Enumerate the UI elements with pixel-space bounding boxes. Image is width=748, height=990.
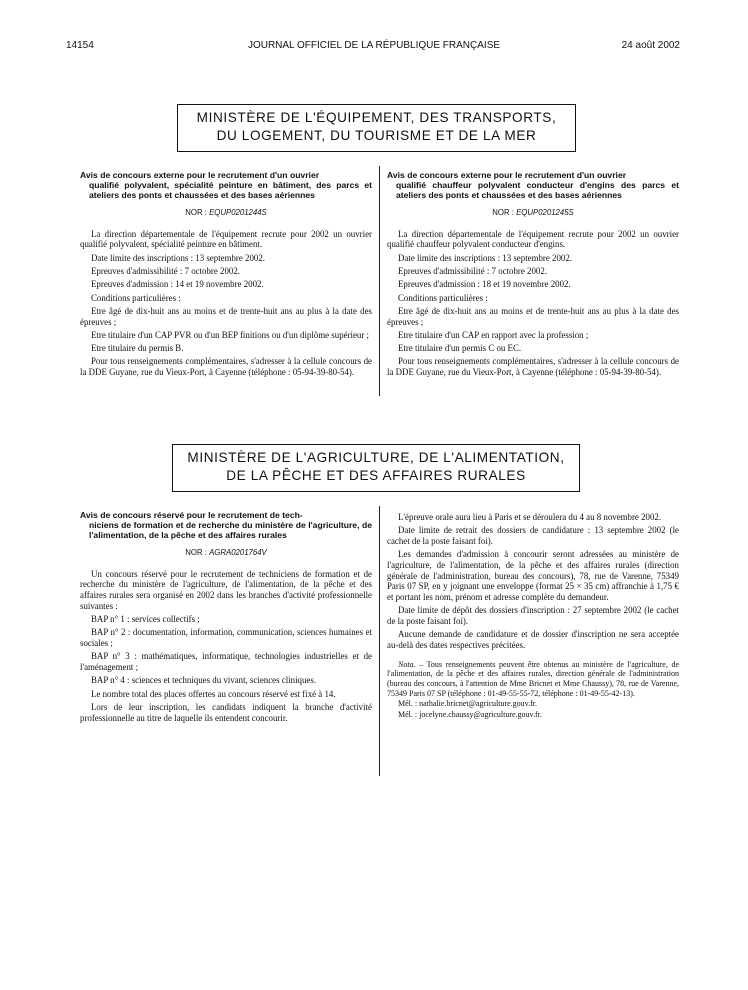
nota-block: [387, 660, 679, 720]
paragraph: Un concours réservé pour le recrutement de techniciens de formation et de recherche du ministère de l'agriculture, de l'alimentation, de la pêche et des affaires rurales sera organisé en 2002 dans les branches d'activité professionnelle suivantes :: [80, 568, 372, 611]
notice-techniciens-continued: [387, 512, 679, 720]
paragraph: BAP n° 2 : documentation, information, communication, sciences humaines et sociales ;: [80, 627, 372, 649]
paragraph: Etre âgé de dix-huit ans au moins et de trente-huit ans au plus à la date des épreuves ;: [387, 305, 679, 327]
journal-title: JOURNAL OFFICIEL DE LA RÉPUBLIQUE FRANÇAISE: [247, 40, 501, 51]
paragraph: Aucune demande de candidature et de dossier d'inscription ne sera acceptée au-delà des dates respectives précitées.: [387, 629, 679, 651]
nor-code: AGRA0201764V: [209, 548, 267, 557]
paragraph: Date limite des inscriptions : 13 septembre 2002.: [398, 252, 573, 263]
nor-code: EQUP0201244S: [209, 208, 267, 217]
paragraph: Etre titulaire d'un permis C ou EC.: [398, 343, 522, 354]
nor-reference: NOR : AGRA0201764V: [185, 548, 267, 557]
nor-reference: NOR : EQUP0201245S: [492, 208, 574, 217]
paragraph: Epreuves d'admissibilité : 7 octobre 2002.: [91, 266, 240, 276]
paragraph: BAP n° 3 : mathématiques, informatique, technologies industrielles et de l'aménagement ;: [80, 651, 372, 673]
paragraph: Date limite de retrait des dossiers de candidature : 13 septembre 2002 (le cachet de la poste faisant foi).: [387, 525, 679, 546]
paragraph: Conditions particulières :: [398, 292, 488, 303]
paragraph: Conditions particulières :: [91, 292, 181, 303]
paragraph: Epreuves d'admission : 18 et 19 novembre 2002.: [398, 279, 571, 290]
paragraph: La direction départementale de l'équipement recrute pour 2002 un ouvrier qualifié chauffeur polyvalent conducteur d'engins.: [387, 228, 679, 250]
paragraph: L'épreuve orale aura lieu à Paris et se déroulera du 4 au 8 novembre 2002.: [398, 512, 662, 522]
nota-text: Nota. – Tous renseignements peuvent être obtenus au ministère de l'agriculture, de l'alimentation, de la pêche et des affaires rurales, direction générale de l'administration (bureau des concours, à l'attention de Mme Bricnet et Mme Chaussy), 78, rue de Varenne, 75349 Paris 07 SP (téléphone : 01-49-55-55-72, téléphone : 01-49-55-42-13).: [387, 659, 679, 698]
notice-title: Avis de concours réservé pour le recrutement de tech- niciens de formation et de recherche du ministère de l'agriculture, de l'alimentation, de la pêche et des affaires rurales: [80, 510, 372, 540]
ministry-heading-line: MINISTÈRE DE L'ÉQUIPEMENT, DES TRANSPORTS,: [196, 110, 557, 125]
paragraph: Lors de leur inscription, les candidats indiquent la branche d'activité professionnelle au titre de laquelle ils entendent concourir.: [80, 702, 372, 723]
paragraph: La direction départementale de l'équipement recrute pour 2002 un ouvrier qualifié polyvalent, spécialité peinture en bâtiment.: [80, 228, 372, 250]
paragraph: BAP n° 4 : sciences et techniques du vivant, sciences cliniques.: [91, 675, 317, 686]
paragraph: Le nombre total des places offertes au concours réservé est fixé à 14.: [91, 688, 336, 699]
notice-title: Avis de concours externe pour le recrutement d'un ouvrier qualifié chauffeur polyvalent conducteur d'engins des parcs et ateliers des ponts et chaussées et des bases aériennes: [387, 170, 679, 200]
ministry-heading-agriculture: [172, 444, 580, 492]
nor-code: EQUP0201245S: [516, 208, 574, 217]
nor-reference: NOR : EQUP0201244S: [185, 208, 267, 217]
paragraph: Etre titulaire d'un CAP en rapport avec la profession ;: [398, 329, 589, 340]
paragraph: Pour tous renseignements complémentaires, s'adresser à la cellule concours de la DDE Guyane, rue du Vieux-Port, à Cayenne (téléphone : 05-94-39-80-54).: [387, 356, 679, 378]
nota-label: Nota.: [398, 659, 416, 669]
notice-peinture: [80, 170, 372, 380]
paragraph: Etre âgé de dix-huit ans au moins et de trente-huit ans au plus à la date des épreuves ;: [80, 305, 372, 327]
paragraph: Epreuves d'admission : 14 et 19 novembre 2002.: [91, 279, 264, 290]
column-divider: [379, 506, 380, 776]
paragraph: BAP n° 1 : services collectifs ;: [91, 614, 200, 625]
paragraph: Etre titulaire du permis B.: [91, 343, 184, 354]
page-number: 14154: [66, 40, 94, 51]
ministry-heading-line: DE LA PÊCHE ET DES AFFAIRES RURALES: [226, 468, 526, 483]
notice-techniciens: [80, 510, 372, 726]
email-line: Mél. : jocelyne.chaussy@agriculture.gouv.fr.: [398, 709, 542, 719]
paragraph: Etre titulaire d'un CAP PVR ou d'un BEP finitions ou d'un diplôme supérieur ;: [91, 329, 370, 340]
publication-date: 24 août 2002: [621, 40, 680, 51]
notice-title: Avis de concours externe pour le recrutement d'un ouvrier qualifié polyvalent, spécialité peinture en bâtiment, des parcs et ateliers des ponts et chaussées et des bases aériennes: [80, 170, 372, 200]
paragraph: Date limite de dépôt des dossiers d'inscription : 27 septembre 2002 (le cachet de la poste faisant foi).: [387, 605, 679, 627]
ministry-heading-line: MINISTÈRE DE L'AGRICULTURE, DE L'ALIMENTATION,: [187, 450, 565, 465]
paragraph: Date limite des inscriptions : 13 septembre 2002.: [91, 252, 266, 263]
paragraph: Pour tous renseignements complémentaires, s'adresser à la cellule concours de la DDE Guyane, rue du Vieux-Port, à Cayenne (téléphone : 05-94-39-80-54).: [80, 356, 372, 378]
ministry-heading-equipment: [177, 104, 576, 152]
notice-chauffeur: [387, 170, 679, 380]
column-divider: [379, 166, 380, 396]
paragraph: Les demandes d'admission à concourir seront adressées au ministère de l'agriculture, de l'alimentation, de la pêche et des affaires rurales (direction générale de l'administration, bureau des concours), 78, rue de Varenne, 75349 Paris 07 SP, en y joignant une enveloppe (format 25 × 35 cm) affranchie à 1,75 € et portant les nom, prénom et adresse complète du demandeur.: [387, 549, 679, 603]
ministry-heading-line: DU LOGEMENT, DU TOURISME ET DE LA MER: [216, 128, 537, 143]
paragraph: Epreuves d'admissibilité : 7 octobre 2002.: [398, 266, 547, 276]
email-line: Mél. : nathalie.bricnet@agriculture.gouv.fr.: [398, 699, 538, 709]
